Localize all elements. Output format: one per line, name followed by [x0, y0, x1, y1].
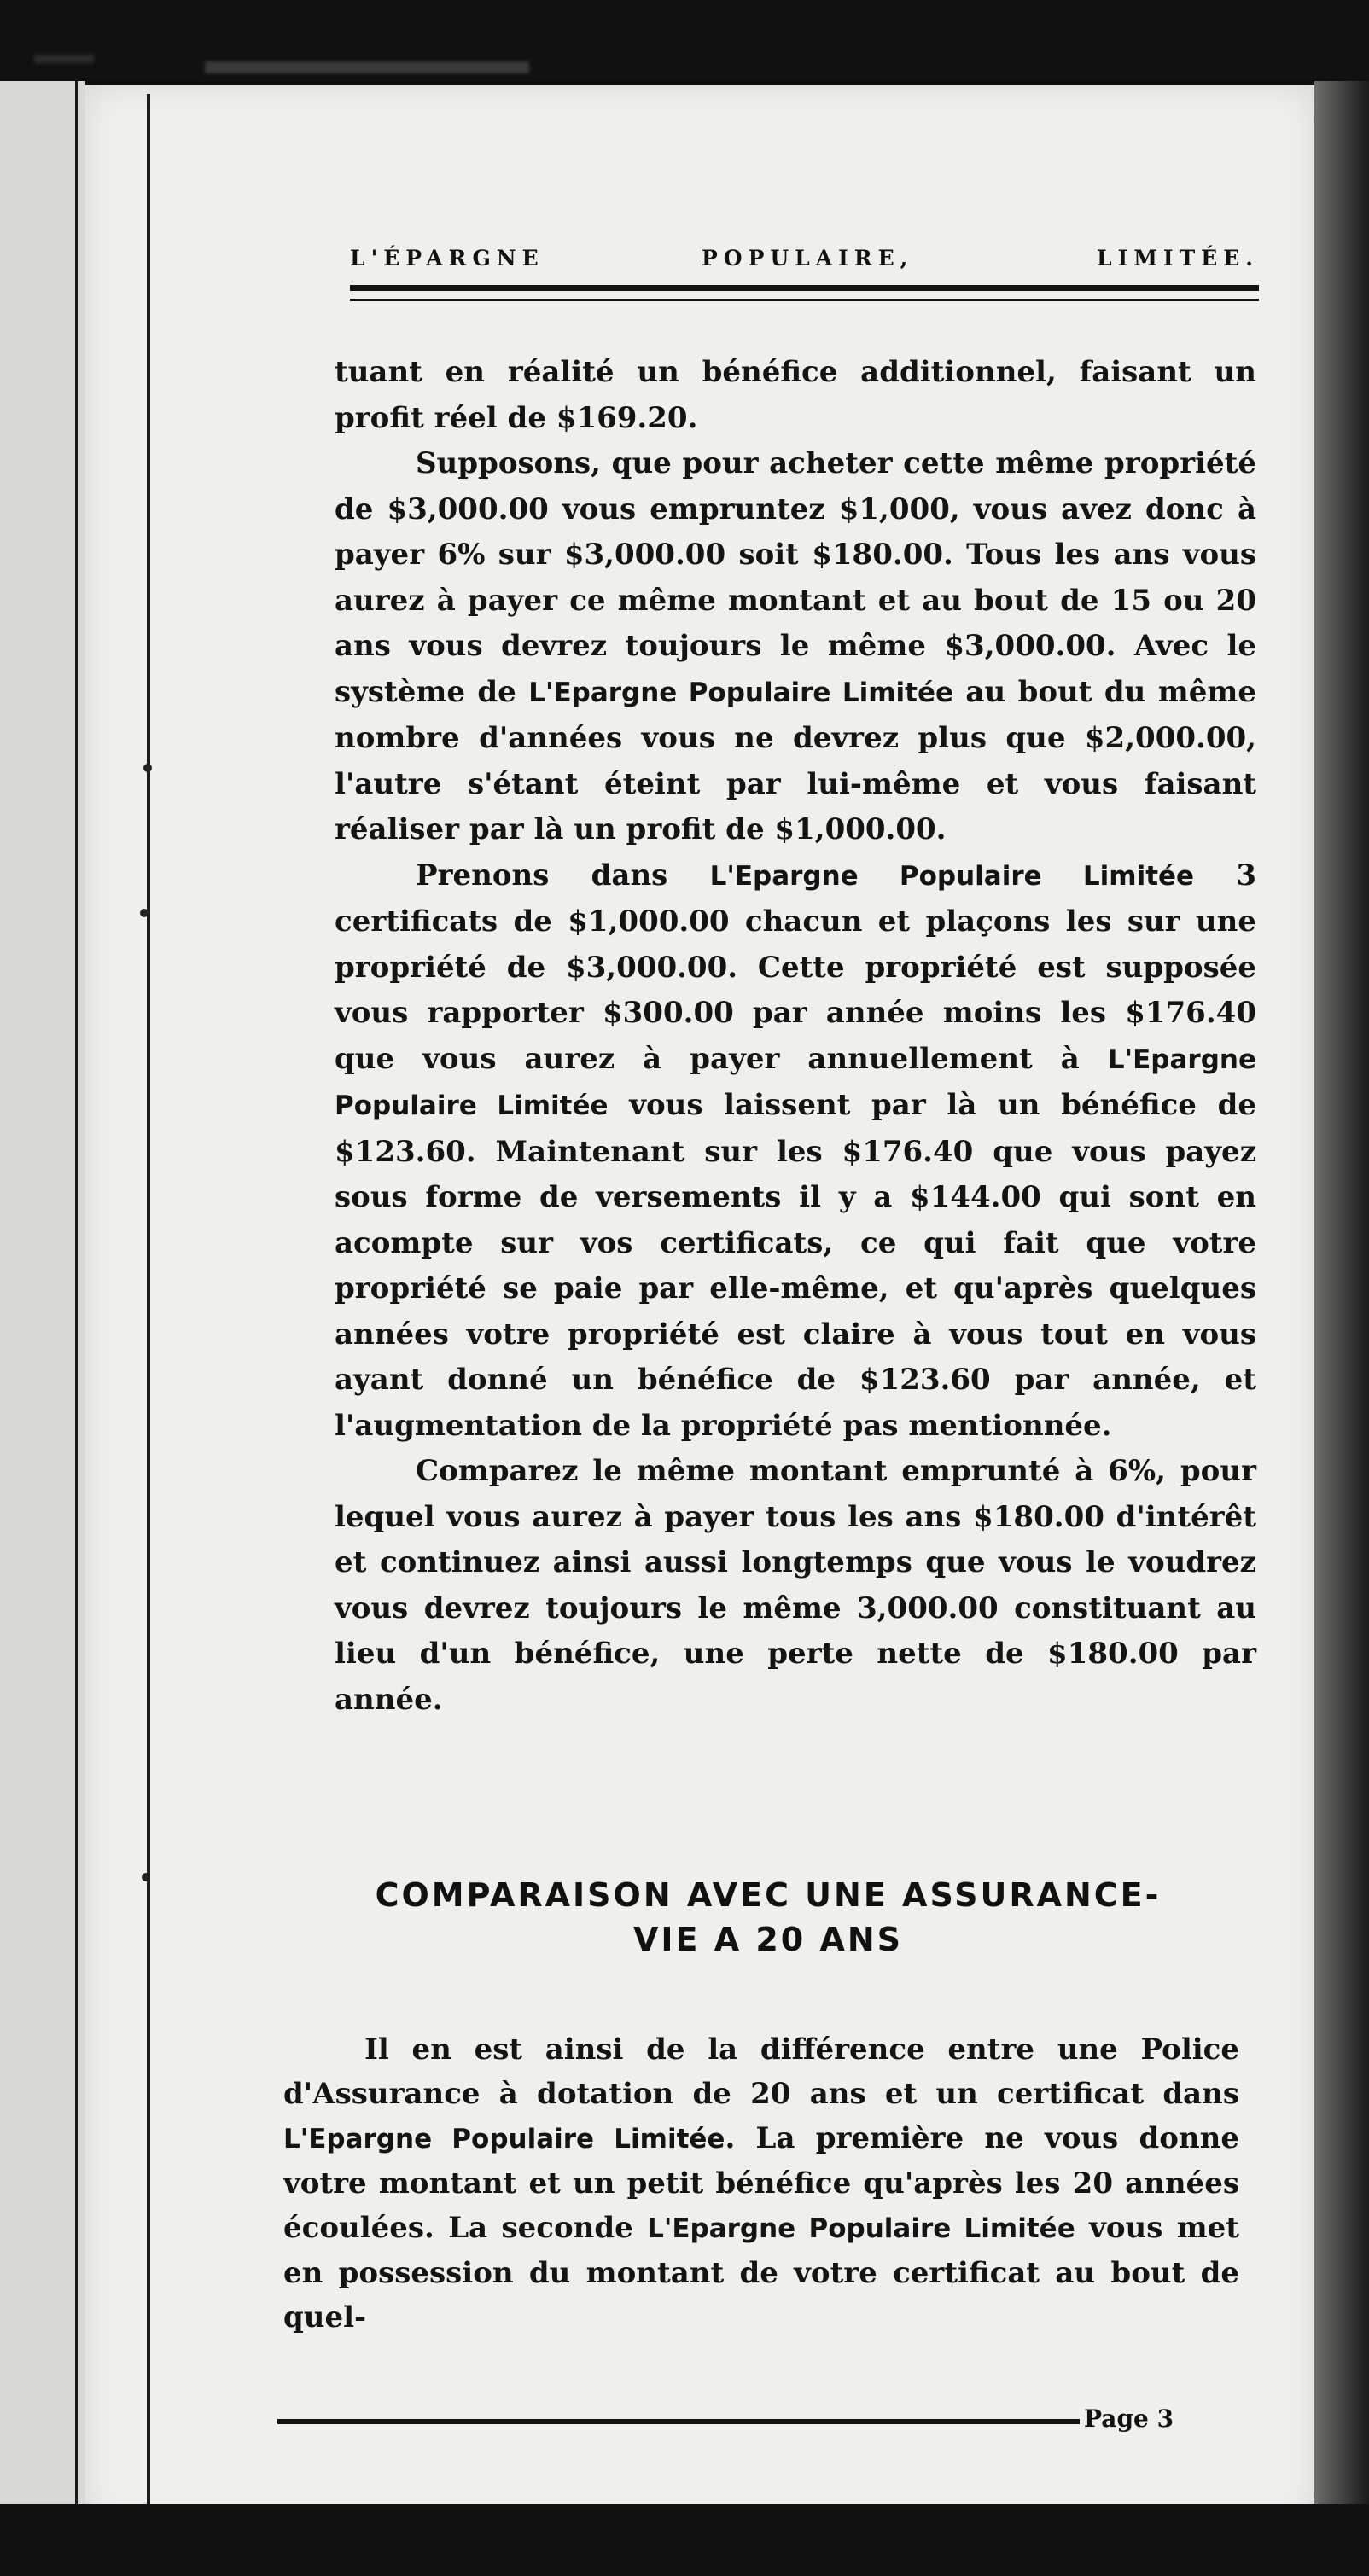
- brand-name: L'Epargne Populaire Limitée: [647, 2213, 1075, 2244]
- running-header: [350, 239, 1259, 282]
- header-rule-thick: [350, 285, 1259, 291]
- section-heading-line-2: VIE A 20 ANS: [632, 1921, 904, 1958]
- brand-name: L'Epargne Populaire Limitée: [709, 860, 1195, 892]
- text-run: Il en est ainsi de la différence entre une Police d'Assurance à dotation de 20 ans et un certificat dans: [283, 2032, 1239, 2111]
- page-left-edge-line: [147, 94, 150, 2509]
- header-right: LIMITÉE.: [1096, 246, 1259, 270]
- header-left: L'ÉPARGNE: [350, 246, 545, 270]
- brand-name: L'Epargne Populaire Limitée: [283, 2124, 725, 2154]
- paragraph: [335, 1449, 1256, 1723]
- scan-speck: [142, 1873, 150, 1881]
- paragraph: [335, 441, 1256, 853]
- page-right-shadow: [1314, 81, 1369, 2504]
- scan-smear: [34, 55, 94, 63]
- text-run: vous met en possession du montant de votre certificat au bout de quel-: [283, 2211, 1240, 2335]
- footer-rule: [277, 2419, 1080, 2424]
- text-run: Supposons, que pour acheter cette même propriété de $3,000.00 vous empruntez $1,000, vous avez donc à payer 6% sur $3,000.00 soit $180.00. Tous les ans vous aurez à payer ce même montant et au bout de 15 ou 20 ans vous devrez toujours le même $3,000.00. Avec le système de: [335, 446, 1256, 709]
- section-heading: [282, 1873, 1255, 1962]
- brand-name: L'Epargne Populaire Limitée: [335, 1044, 1256, 1121]
- paragraph: [335, 350, 1256, 441]
- binding-line: [75, 81, 78, 2504]
- body-text: [335, 350, 1256, 1723]
- scan-smear: [205, 61, 529, 73]
- section-paragraph: [283, 2027, 1239, 2340]
- scan-speck: [140, 909, 149, 917]
- text-run: Prenons dans: [416, 858, 710, 893]
- page-number: Page 3: [1084, 2404, 1174, 2433]
- paragraph: [335, 853, 1256, 1450]
- text-run: 3 certificats de $1,000.00 chacun et plaçons les sur une propriété de $3,000.00. Cette propriété est supposée vous rapporter $300.00 par année moins les $176.40 que vous aurez à payer annuellement à: [335, 858, 1257, 1076]
- text-run: . La première ne vous donne votre montant et un petit bénéfice qu'après les 20 années écoulées. La seconde: [283, 2121, 1240, 2245]
- header-rule-thin: [350, 299, 1259, 301]
- scan-top-border: [0, 0, 1369, 81]
- header-center: POPULAIRE,: [702, 246, 914, 270]
- scan-bottom-border: [0, 2504, 1369, 2576]
- text-run: vous laissent par là un bénéfice de $123.60. Maintenant sur les $176.40 que vous payez sous forme de versements il y a $144.00 qui sont en acompte sur vos certificats, ce qui fait que votre propriété se paie par elle-même, et qu'après quelques années votre propriété est claire à vous tout en vous ayant donné un bénéfice de $123.60 par année, et l'augmentation de la propriété pas mentionnée.: [335, 1088, 1256, 1443]
- brand-name: L'Epargne Populaire Limitée: [528, 677, 953, 708]
- text-run: au bout du même nombre d'années vous ne devrez plus que $2,000.00, l'autre s'étant éteint par lui-même et vous faisant réaliser par là un profit de $1,000.00.: [335, 674, 1256, 846]
- section-heading-line-1: COMPARAISON AVEC UNE ASSURANCE-: [375, 1876, 1162, 1914]
- section-body: [283, 2027, 1239, 2340]
- scan-speck: [143, 764, 152, 772]
- text-run: tuant en réalité un bénéfice additionnel, faisant un profit réel de $169.20.: [335, 355, 1256, 435]
- adjacent-page-edge: [0, 81, 85, 2504]
- text-run: Comparez le même montant emprunté à 6%, pour lequel vous aurez à payer tous les ans $180.00 d'intérêt et continuez ainsi aussi longtemps que vous le voudrez vous devrez toujours le même 3,000.00 constituant au lieu d'un bénéfice, une perte nette de $180.00 par année.: [335, 1454, 1256, 1717]
